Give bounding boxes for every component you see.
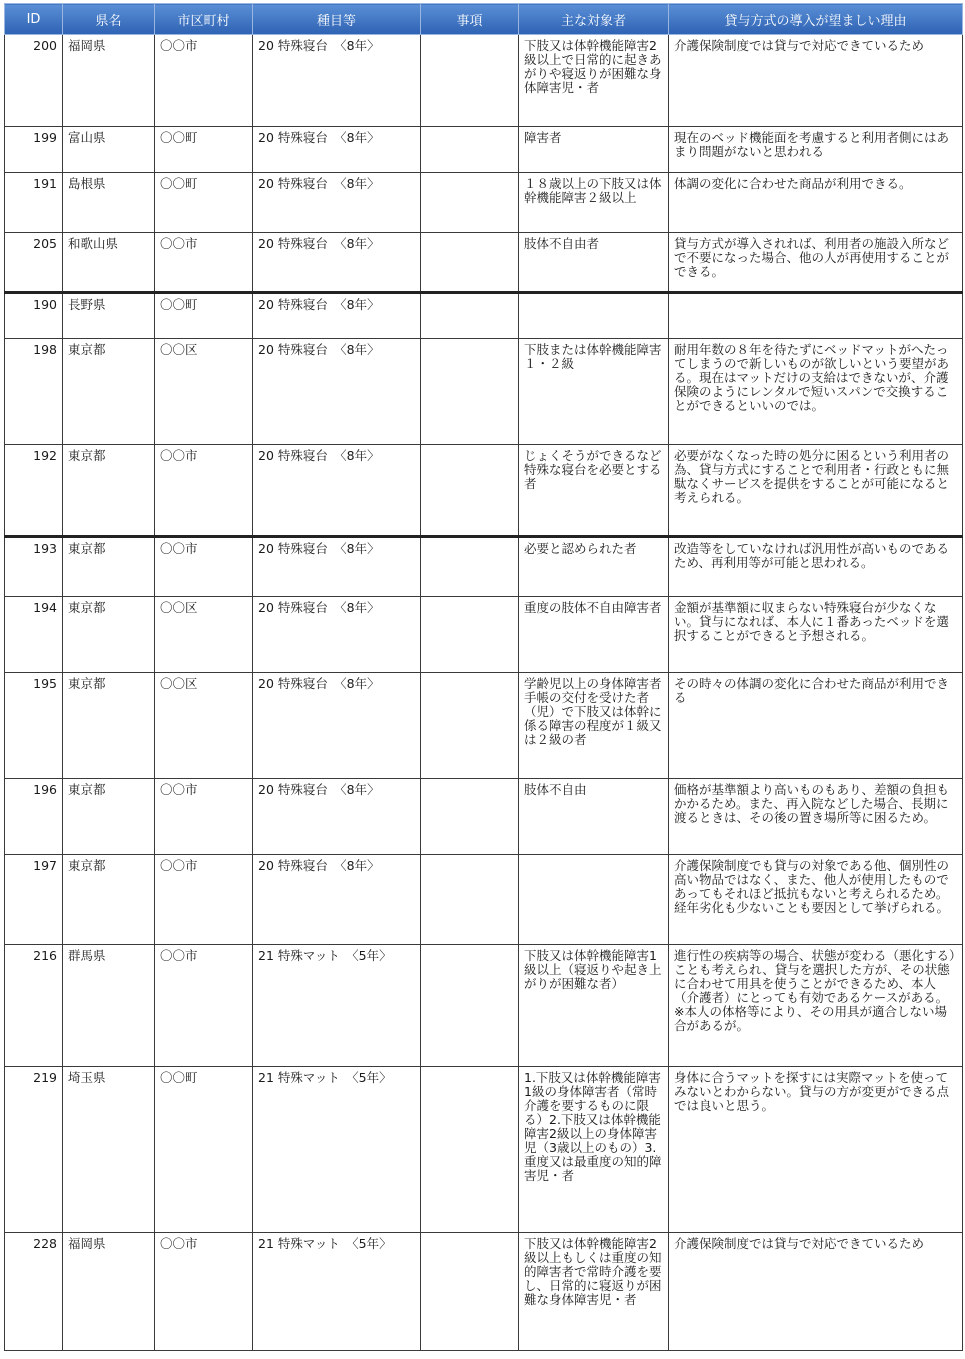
table-row [5, 597, 963, 673]
table-row [5, 127, 963, 173]
table-row [5, 945, 963, 1067]
cell-item: 20 特殊寝台 〈8年〉 [253, 779, 421, 855]
cell-reason: 改造等をしていなければ汎用性が高いものであるため、再利用等が可能と思われる。 [669, 537, 963, 597]
cell-id: 200 [5, 35, 63, 127]
cell-prefecture: 長野県 [63, 293, 155, 339]
header-row [5, 4, 963, 35]
cell-id: 191 [5, 173, 63, 233]
cell-id: 192 [5, 445, 63, 537]
cell-item: 20 特殊寝台 〈8年〉 [253, 35, 421, 127]
cell-matter [421, 1067, 519, 1233]
cell-matter [421, 779, 519, 855]
table-row [5, 537, 963, 597]
cell-municipality: 〇〇市 [155, 779, 253, 855]
cell-item: 20 特殊寝台 〈8年〉 [253, 597, 421, 673]
cell-prefecture: 東京都 [63, 339, 155, 445]
cell-item: 20 特殊寝台 〈8年〉 [253, 293, 421, 339]
cell-reason: その時々の体調の変化に合わせた商品が利用できる [669, 673, 963, 779]
cell-municipality: 〇〇区 [155, 339, 253, 445]
cell-matter [421, 855, 519, 945]
cell-target: 下肢または体幹機能障害１・２級 [519, 339, 669, 445]
cell-matter [421, 339, 519, 445]
header-pref: 県名 [63, 4, 155, 35]
table-row [5, 1233, 963, 1351]
cell-id: 198 [5, 339, 63, 445]
cell-prefecture: 和歌山県 [63, 233, 155, 293]
cell-matter [421, 173, 519, 233]
cell-matter [421, 445, 519, 537]
cell-item: 20 特殊寝台 〈8年〉 [253, 445, 421, 537]
table-row [5, 173, 963, 233]
cell-id: 190 [5, 293, 63, 339]
cell-target: じょくそうができるなど特殊な寝台を必要とする者 [519, 445, 669, 537]
cell-prefecture: 福岡県 [63, 35, 155, 127]
cell-prefecture: 東京都 [63, 597, 155, 673]
cell-municipality: 〇〇市 [155, 537, 253, 597]
table-row [5, 445, 963, 537]
cell-prefecture: 福岡県 [63, 1233, 155, 1351]
cell-prefecture: 東京都 [63, 445, 155, 537]
cell-reason: 体調の変化に合わせた商品が利用できる。 [669, 173, 963, 233]
cell-reason: 現在のベッド機能面を考慮すると利用者側にはあまり問題がないと思われる [669, 127, 963, 173]
cell-municipality: 〇〇町 [155, 173, 253, 233]
cell-reason: 進行性の疾病等の場合、状態が変わる（悪化する）ことも考えられ、貸与を選択した方が、その状態に合わせて用具を使うことができるため、本人（介護者）にとっても有効であるケースがある。※本人の体格等により、その用具が適合しない場合があるが。 [669, 945, 963, 1067]
cell-id: 193 [5, 537, 63, 597]
survey-table [4, 3, 963, 1351]
cell-target: 重度の肢体不自由障害者 [519, 597, 669, 673]
header-reason: 貸与方式の導入が望ましい理由 [669, 4, 963, 35]
cell-matter [421, 597, 519, 673]
cell-matter [421, 35, 519, 127]
cell-municipality: 〇〇町 [155, 127, 253, 173]
cell-municipality: 〇〇市 [155, 35, 253, 127]
cell-id: 197 [5, 855, 63, 945]
table-row [5, 339, 963, 445]
header-item: 種目等 [253, 4, 421, 35]
cell-prefecture: 埼玉県 [63, 1067, 155, 1233]
cell-reason: 価格が基準額より高いものもあり、差額の負担もかかるため。また、再入院などした場合、長期に渡るときは、その後の置き場所等に困るため。 [669, 779, 963, 855]
cell-target: 1.下肢又は体幹機能障害1級の身体障害者（常時介護を要するものに限る）2.下肢又は体幹機能障害2級以上の身体障害児（3歳以上のもの）3.重度又は最重度の知的障害児・者 [519, 1067, 669, 1233]
cell-reason: 介護保険制度では貸与で対応できているため [669, 1233, 963, 1351]
cell-matter [421, 233, 519, 293]
cell-item: 21 特殊マット 〈5年〉 [253, 945, 421, 1067]
cell-prefecture: 東京都 [63, 673, 155, 779]
cell-matter [421, 127, 519, 173]
cell-item: 21 特殊マット 〈5年〉 [253, 1067, 421, 1233]
cell-target: 学齢児以上の身体障害者手帳の交付を受けた者（児）で下肢又は体幹に係る障害の程度が１級又は２級の者 [519, 673, 669, 779]
cell-id: 216 [5, 945, 63, 1067]
cell-municipality: 〇〇町 [155, 1067, 253, 1233]
cell-reason: 貸与方式が導入されれば、利用者の施設入所などで不要になった場合、他の人が再使用することができる。 [669, 233, 963, 293]
cell-matter [421, 673, 519, 779]
header-city: 市区町村 [155, 4, 253, 35]
cell-municipality: 〇〇市 [155, 233, 253, 293]
cell-target: 障害者 [519, 127, 669, 173]
cell-item: 20 特殊寝台 〈8年〉 [253, 673, 421, 779]
cell-municipality: 〇〇市 [155, 945, 253, 1067]
cell-matter [421, 537, 519, 597]
cell-item: 20 特殊寝台 〈8年〉 [253, 537, 421, 597]
cell-reason: 身体に合うマットを探すには実際マットを使ってみないとわからない。貸与の方が変更ができる点では良いと思う。 [669, 1067, 963, 1233]
cell-municipality: 〇〇区 [155, 673, 253, 779]
header-target: 主な対象者 [519, 4, 669, 35]
table-row [5, 1067, 963, 1233]
cell-item: 20 特殊寝台 〈8年〉 [253, 173, 421, 233]
cell-prefecture: 群馬県 [63, 945, 155, 1067]
cell-matter [421, 293, 519, 339]
cell-reason: 介護保険制度でも貸与の対象である他、個別性の高い物品ではなく、また、他人が使用したものであってもそれほど抵抗もないと考えられるため。経年劣化も少ないことも要因として挙げられる。 [669, 855, 963, 945]
table-row [5, 855, 963, 945]
header-matter: 事項 [421, 4, 519, 35]
cell-matter [421, 1233, 519, 1351]
table-row [5, 233, 963, 293]
cell-id: 196 [5, 779, 63, 855]
cell-prefecture: 富山県 [63, 127, 155, 173]
cell-item: 20 特殊寝台 〈8年〉 [253, 339, 421, 445]
cell-id: 205 [5, 233, 63, 293]
cell-reason: 金額が基準額に収まらない特殊寝台が少なくない。貸与になれば、本人に１番あったベッドを選択することができると予想される。 [669, 597, 963, 673]
cell-prefecture: 東京都 [63, 855, 155, 945]
cell-target: 肢体不自由者 [519, 233, 669, 293]
cell-municipality: 〇〇町 [155, 293, 253, 339]
cell-target: 下肢又は体幹機能障害1級以上（寝返りや起き上がりが困難な者） [519, 945, 669, 1067]
table-row [5, 779, 963, 855]
cell-item: 20 特殊寝台 〈8年〉 [253, 855, 421, 945]
table-row [5, 293, 963, 339]
cell-item: 21 特殊マット 〈5年〉 [253, 1233, 421, 1351]
cell-id: 199 [5, 127, 63, 173]
cell-id: 195 [5, 673, 63, 779]
cell-reason: 必要がなくなった時の処分に困るという利用者の為、貸与方式にすることで利用者・行政ともに無駄なくサービスを提供をすることが可能になると考えられる。 [669, 445, 963, 537]
cell-matter [421, 945, 519, 1067]
cell-prefecture: 島根県 [63, 173, 155, 233]
cell-id: 194 [5, 597, 63, 673]
header-id: ID [5, 4, 63, 35]
cell-target [519, 855, 669, 945]
cell-target: 必要と認められた者 [519, 537, 669, 597]
cell-id: 228 [5, 1233, 63, 1351]
cell-municipality: 〇〇区 [155, 597, 253, 673]
cell-target: 肢体不自由 [519, 779, 669, 855]
cell-municipality: 〇〇市 [155, 1233, 253, 1351]
cell-reason: 介護保険制度では貸与で対応できているため [669, 35, 963, 127]
table-row [5, 35, 963, 127]
cell-reason [669, 293, 963, 339]
cell-reason: 耐用年数の８年を待たずにベッドマットがへたってしまうので新しいものが欲しいという要望がある。現在はマットだけの支給はできないが、介護保険のようにレンタルで短いスパンで交換することができるといいのでは。 [669, 339, 963, 445]
cell-municipality: 〇〇市 [155, 445, 253, 537]
cell-municipality: 〇〇市 [155, 855, 253, 945]
cell-target: 下肢又は体幹機能障害2級以上もしくは重度の知的障害者で常時介護を要し、日常的に寝返りが困難な身体障害児・者 [519, 1233, 669, 1351]
cell-id: 219 [5, 1067, 63, 1233]
cell-item: 20 特殊寝台 〈8年〉 [253, 233, 421, 293]
cell-item: 20 特殊寝台 〈8年〉 [253, 127, 421, 173]
table-row [5, 673, 963, 779]
cell-prefecture: 東京都 [63, 537, 155, 597]
cell-target [519, 293, 669, 339]
cell-target: １８歳以上の下肢又は体幹機能障害２級以上 [519, 173, 669, 233]
cell-target: 下肢又は体幹機能障害2級以上で日常的に起きあがりや寝返りが困難な身体障害児・者 [519, 35, 669, 127]
cell-prefecture: 東京都 [63, 779, 155, 855]
